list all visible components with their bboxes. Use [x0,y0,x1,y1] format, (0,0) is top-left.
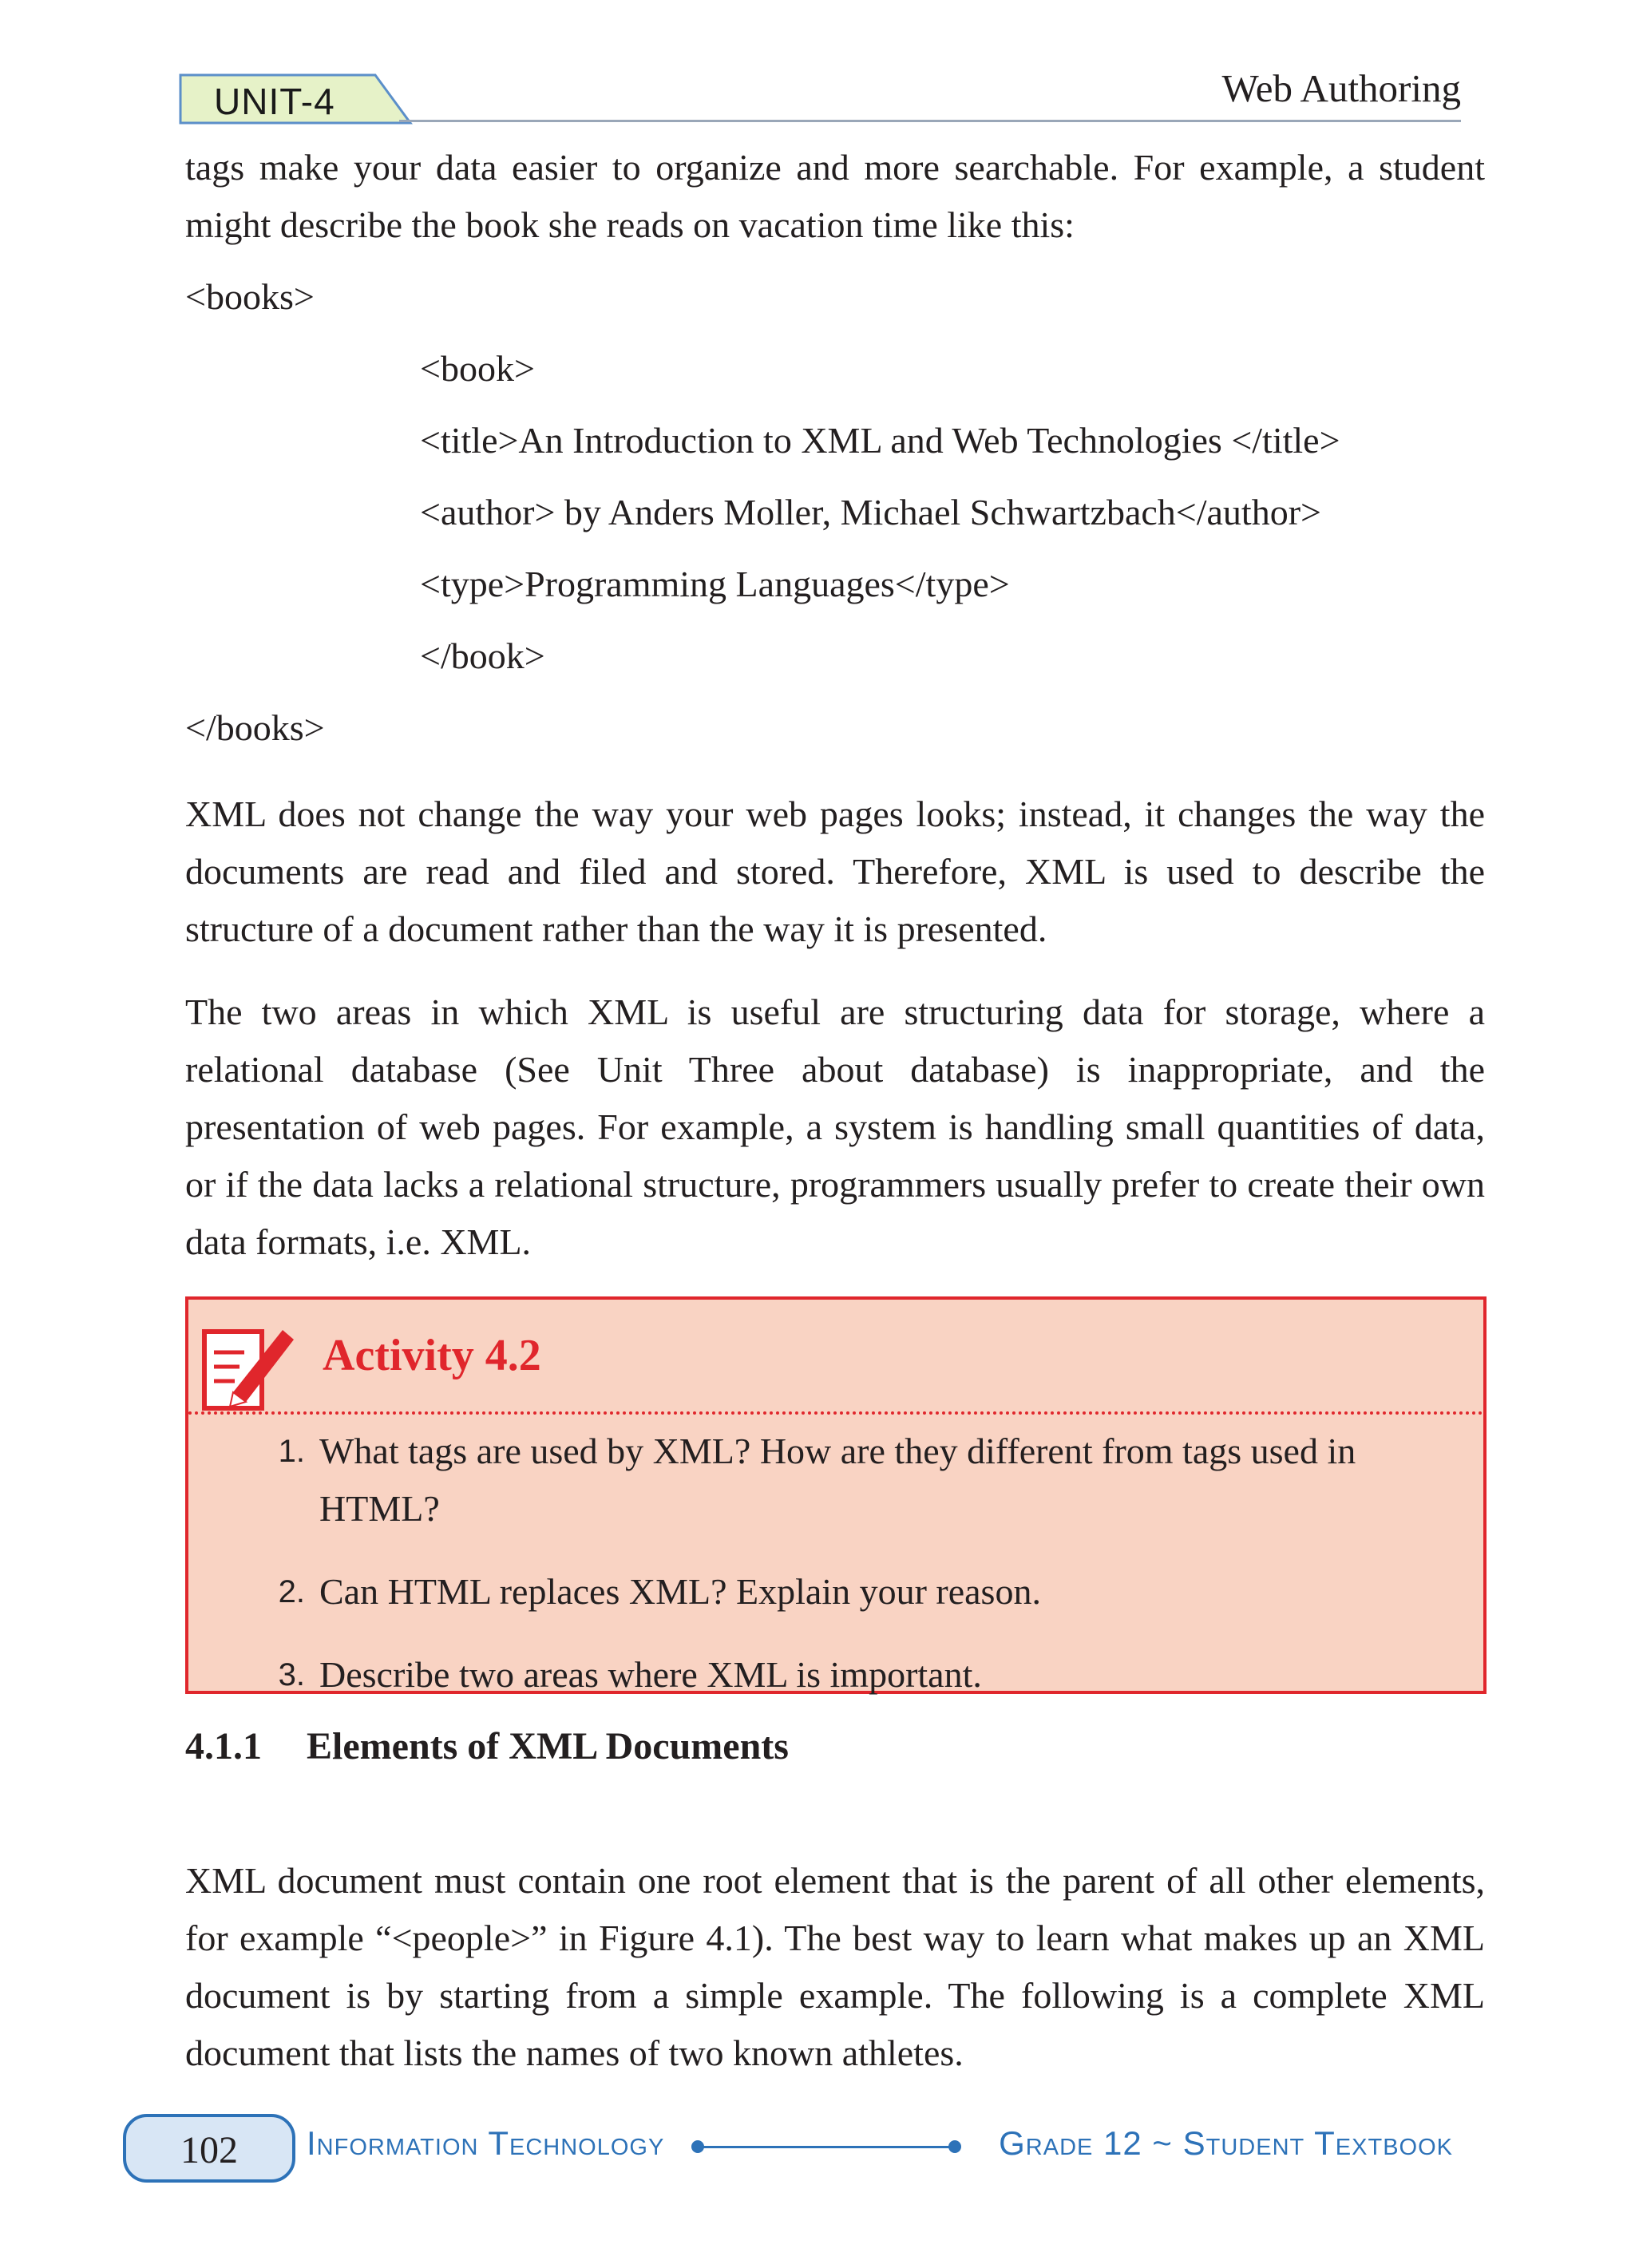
code-book-open: <book> [420,348,535,389]
code-title-line: <title>An Introduction to XML and Web Technologies </title> [420,420,1340,461]
activity-title: Activity 4.2 [323,1331,541,1380]
footer-grade: Grade 12 ~ Student Textbook [999,2124,1453,2162]
footer-line [699,2146,955,2148]
pencil-paper-icon [200,1316,299,1415]
page-number-badge [123,2114,295,2183]
code-author-line: <author> by Anders Moller, Michael Schwartzbach</author> [420,492,1321,532]
header-rule [399,120,1461,122]
unit-label: UNIT-4 [214,81,335,122]
activity-item-text: What tags are used by XML? How are they different from tags used in HTML? [319,1431,1356,1529]
footer-subject: Information Technology [307,2124,665,2162]
activity-item-text: Can HTML replaces XML? Explain your reason. [319,1571,1041,1612]
page-number: 102 [180,2129,238,2171]
section-title: Elements of XML Documents [307,1725,789,1767]
code-type-line: <type>Programming Languages</type> [420,564,1010,604]
footer-dot-right [948,2140,961,2153]
unit-tab [179,73,415,125]
paragraph-xml-uses: The two areas in which XML is useful are structuring data for storage, where a relational database (See Unit Three about database) is inappropriate, and the presentation of web pages. For example, a system is handling small quantities of data, or if the data lacks a relational structure, programmers usually prefer to create their own data formats, i.e. XML. [185,992,1485,1262]
intro-line-1: tags make your data easier to organize and more searchable. For example, a student [185,147,1485,188]
intro-line-2: might describe the book she reads on vacation time like this: [185,204,1075,245]
code-book-close: </book> [420,635,545,676]
activity-item-number: 2. [278,1574,305,1609]
activity-item-number: 3. [278,1657,305,1692]
activity-item-text: Describe two areas where XML is important. [319,1654,982,1695]
activity-box [185,1296,1487,1694]
code-books-open: <books> [185,276,315,317]
activity-item-number: 1. [278,1434,305,1469]
activity-divider [188,1411,1483,1415]
section-heading [185,1724,789,1768]
intro-paragraph [185,139,1485,254]
code-books-close: </books> [185,707,325,748]
chapter-title: Web Authoring [1221,66,1461,110]
paragraph-xml-purpose: XML does not change the way your web pages looks; instead, it changes the way the documents are read and filed and stored. Therefore, XML is used to describe the structure of a document rather than the way it is presented. [185,794,1485,949]
section-number: 4.1.1 [185,1725,262,1767]
paragraph-xml-elements: XML document must contain one root element that is the parent of all other elements, for example “<people>” in Figure 4.1). The best way to learn what makes up an XML document is by starting from a simple example. The following is a complete XML document that lists the names of two known athletes. [185,1860,1485,2073]
